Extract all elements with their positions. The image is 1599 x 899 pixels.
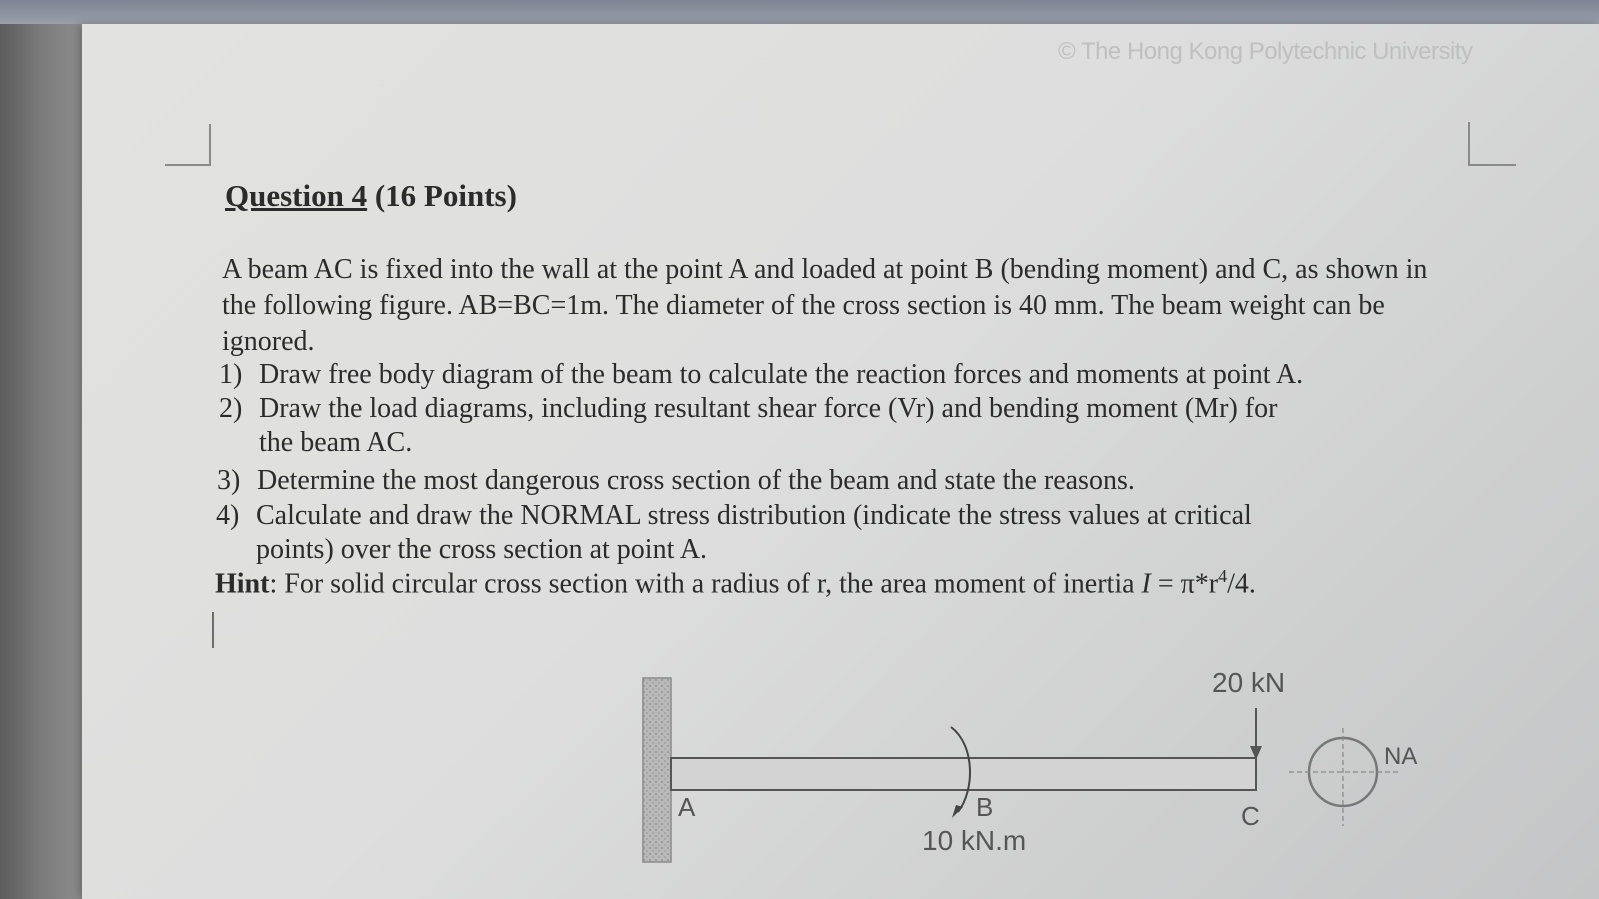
hint-label: Hint xyxy=(215,568,270,600)
point-a-label: A xyxy=(678,792,696,822)
fixed-wall xyxy=(643,678,671,862)
question-label: Question 4 xyxy=(225,178,368,213)
item-number: 3) xyxy=(217,465,241,496)
force-label: 20 kN xyxy=(1212,667,1286,698)
item-text: Draw free body diagram of the beam to calculate the reaction forces and moments at point A. xyxy=(259,359,1304,390)
moment-label: 10 kN.m xyxy=(922,825,1027,856)
hint-exponent: 4 xyxy=(1218,566,1228,586)
item-text-continued: points) over the cross section at point A. xyxy=(256,534,708,565)
hint-formula-tail: /4. xyxy=(1227,568,1256,600)
moment-arrowhead xyxy=(952,805,963,818)
item-number: 4) xyxy=(216,500,240,531)
inertia-symbol: I xyxy=(1141,568,1151,600)
point-b-label: B xyxy=(976,792,994,822)
point-c-label: C xyxy=(1241,801,1260,831)
item-text: Determine the most dangerous cross section of the beam and state the reasons. xyxy=(257,465,1135,496)
item-number: 1) xyxy=(219,359,243,390)
item-number: 2) xyxy=(219,393,243,424)
item-text: Draw the load diagrams, including resultant shear force (Vr) and bending moment (Mr) for xyxy=(259,393,1278,424)
item-text-continued: the beam AC. xyxy=(259,427,413,458)
hint-text: : For solid circular cross section with a radius of r, the area moment of inertia xyxy=(269,568,1142,600)
question-points: (16 Points) xyxy=(374,178,517,213)
beam xyxy=(671,758,1256,790)
copyright-watermark: © The Hong Kong Polytechnic University xyxy=(1058,38,1473,65)
hint-formula: = π*r xyxy=(1150,568,1219,600)
neutral-axis-label: NA xyxy=(1384,743,1418,770)
question-intro: A beam AC is fixed into the wall at the point A and loaded at point B (bending moment) and C, as shown in the following figure. AB=BC=1m. The diameter of the cross section is 40 mm. The beam weight can be ignored. xyxy=(222,254,1428,357)
item-text: Calculate and draw the NORMAL stress distribution (indicate the stress values at critical xyxy=(256,500,1252,531)
